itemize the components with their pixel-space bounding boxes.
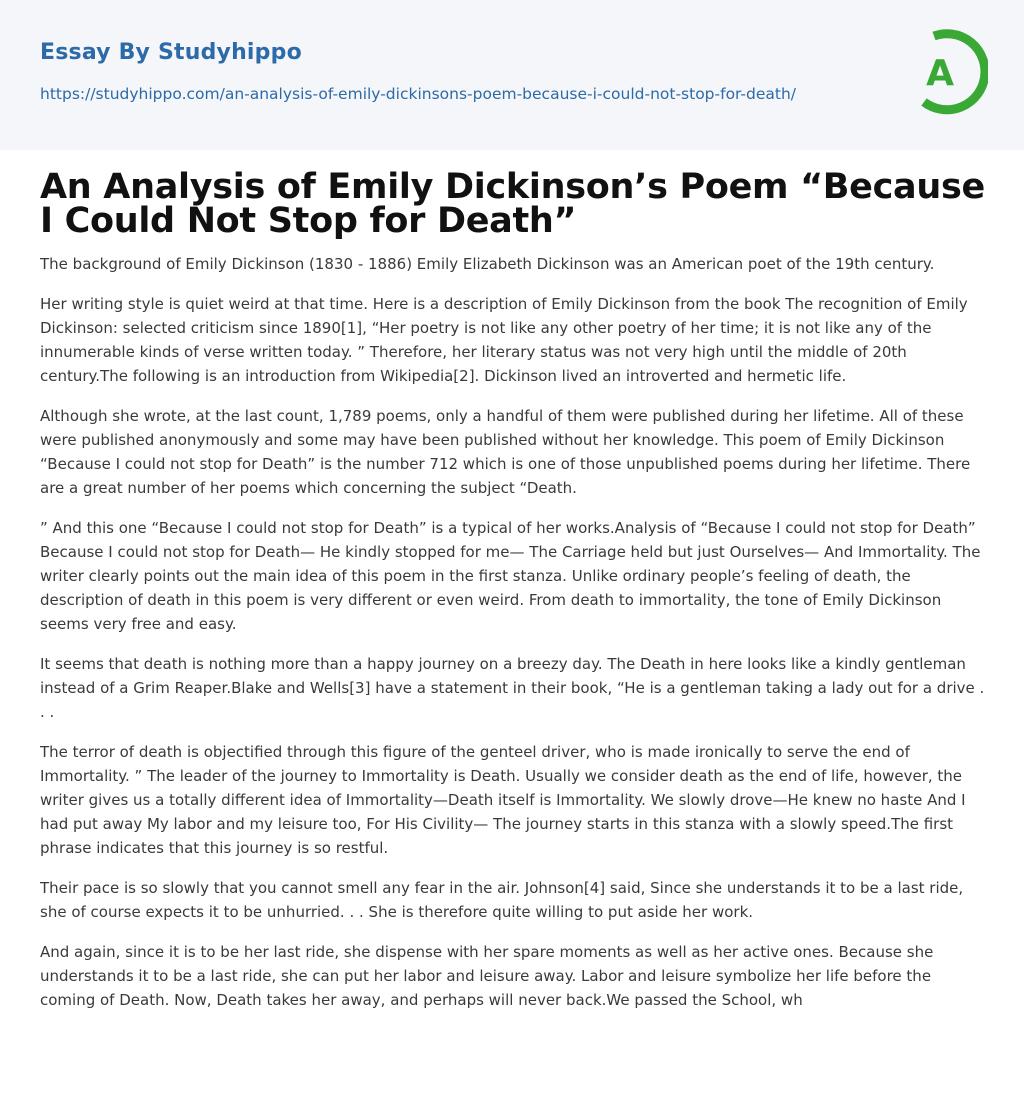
site-header: [0, 0, 1024, 150]
site-brand[interactable]: Essay By Studyhippo: [40, 40, 302, 65]
article: [40, 167, 986, 1028]
source-url-link[interactable]: https://studyhippo.com/an-analysis-of-emily-dickinsons-poem-because-i-could-not-stop-for-death/: [40, 85, 797, 103]
article-paragraph: The terror of death is objectified through this figure of the genteel driver, who is made ironically to serve the end of Immortality. ” The leader of the journey to Immortality is Death. Usually we consider death as the end of life, however, the writer gives us a totally different idea of Immortality—Death itself is Immortality. We slowly drove—He knew no haste And I had put away My labor and my leisure too, For His Civility— The journey starts in this stanza with a slowly speed.The first phrase indicates that this journey is so restful.: [40, 743, 966, 857]
article-paragraph: Although she wrote, at the last count, 1,789 poems, only a handful of them were published during her lifetime. All of these were published anonymously and some may have been published without her knowledge. This poem of Emily Dickinson “Because I could not stop for Death” is the number 712 which is one of those unpublished poems during her lifetime. There are a great number of her poems which concerning the subject “Death.: [40, 407, 971, 497]
logo-letter: A: [926, 53, 954, 94]
article-paragraph: ” And this one “Because I could not stop for Death” is a typical of her works.Analysis of “Because I could not stop for Death” Because I could not stop for Death— He kindly stopped for me— The Carriage held but just Ourselves— And Immortality. The writer clearly points out the main idea of this poem in the first stanza. Unlike ordinary people’s feeling of death, the description of death in this poem is very different or even weird. From death to immortality, the tone of Emily Dickinson seems very free and easy.: [40, 519, 981, 633]
article-paragraph: Her writing style is quiet weird at that time. Here is a description of Emily Dickinson from the book The recognition of Emily Dickinson: selected criticism since 1890[1], “Her poetry is not like any other poetry of her time; it is not like any of the innumerable kinds of verse written today. ” Therefore, her literary status was not very high until the middle of 20th century.The following is an introduction from Wikipedia[2]. Dickinson lived an introverted and hermetic life.: [40, 295, 968, 385]
article-paragraph: Their pace is so slowly that you cannot smell any fear in the air. Johnson[4] said, Since she understands it to be a last ride, she of course expects it to be unhurried. . . She is therefore quite willing to put aside her work.: [40, 879, 964, 921]
article-paragraph: It seems that death is nothing more than a happy journey on a breezy day. The Death in here looks like a kindly gentleman instead of a Grim Reaper.Blake and Wells[3] have a statement in their book, “He is a gentleman taking a lady out for a drive . . .: [40, 655, 985, 721]
article-title: An Analysis of Emily Dickinson’s Poem “Because I Could Not Stop for Death”: [40, 167, 985, 241]
article-paragraph: The background of Emily Dickinson (1830 - 1886) Emily Elizabeth Dickinson was an American poet of the 19th century.: [40, 255, 935, 273]
article-paragraph: And again, since it is to be her last ride, she dispense with her spare moments as well as her active ones. Because she understands it to be a last ride, she can put her labor and leisure away. Labor and leisure symbolize her life before the coming of Death. Now, Death takes her away, and perhaps will never back.We passed the School, wh: [40, 943, 934, 1009]
studyhippo-logo-icon[interactable]: [904, 28, 988, 116]
